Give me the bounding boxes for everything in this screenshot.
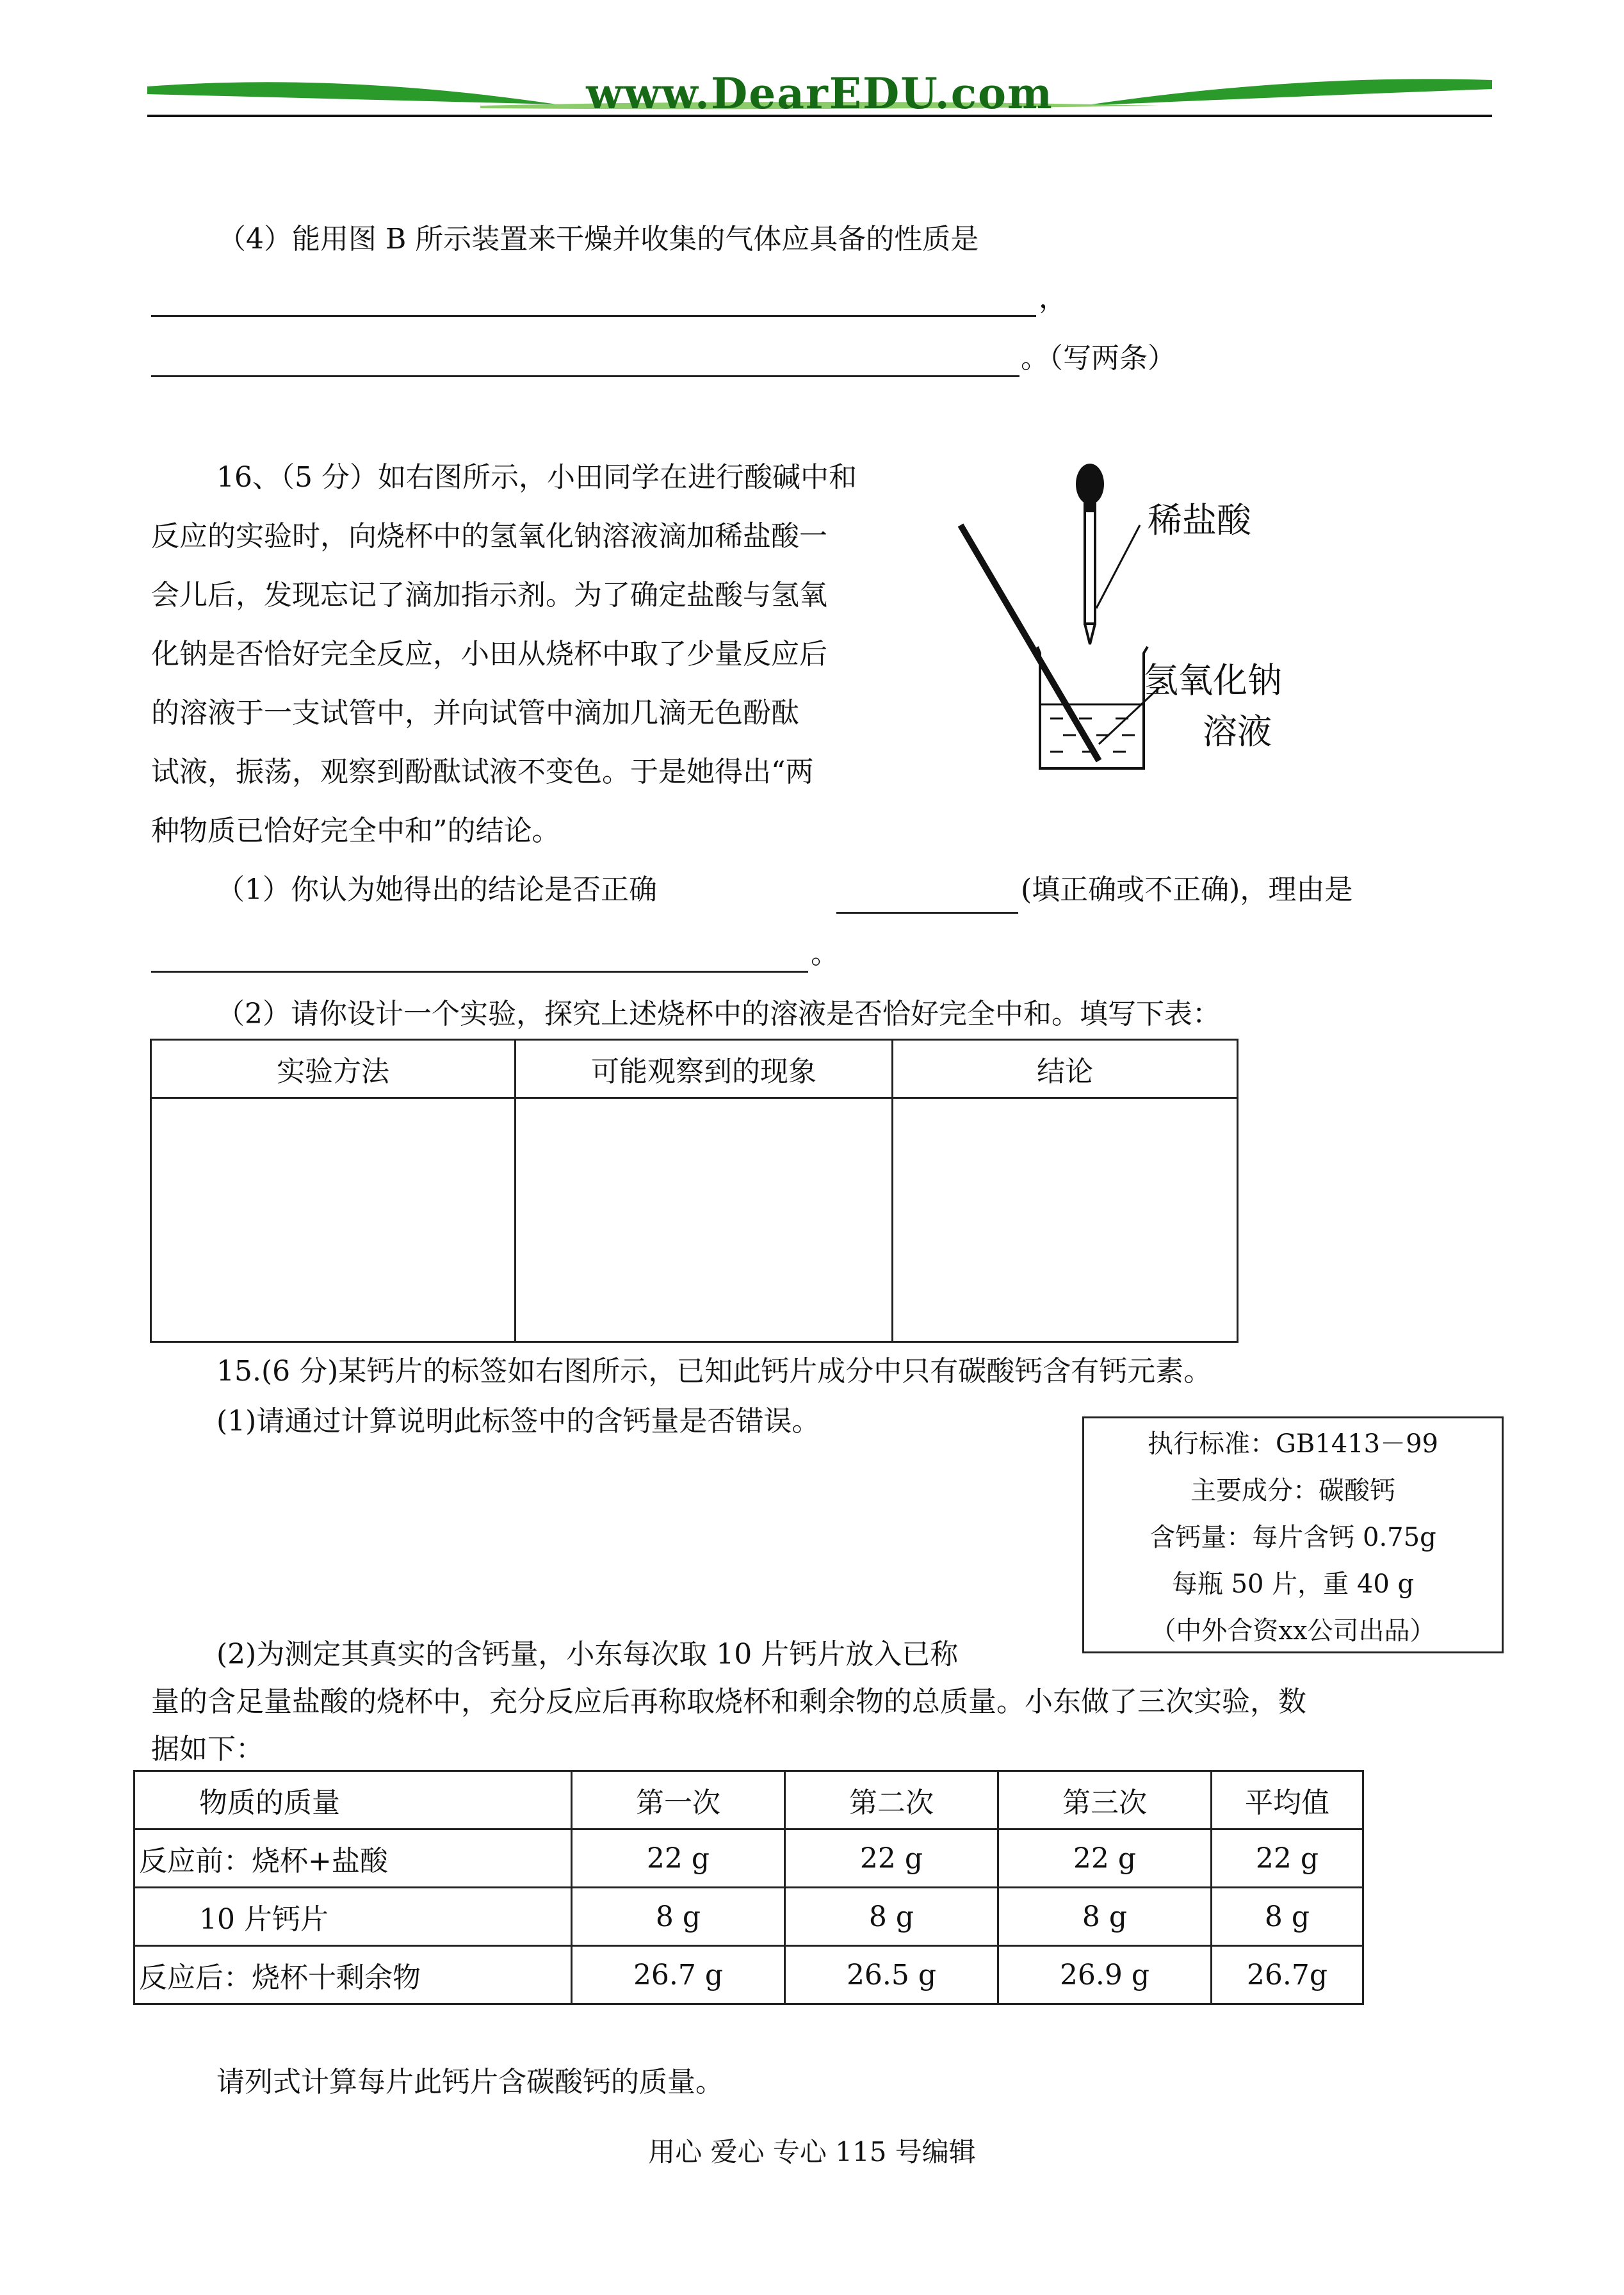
label-standard: 执行标准：GB1413－99: [1147, 1429, 1439, 1459]
q16-part1-hint: (填正确或不正确)，理由是: [1021, 873, 1353, 906]
table-row: [134, 1888, 1363, 1946]
data-cell: 8 g: [1212, 1888, 1363, 1946]
table-row: [134, 1829, 1363, 1888]
q15-final-prompt: 请列式计算每片此钙片含碳酸钙的质量。: [216, 2066, 724, 2098]
q4-line2-end: 。（写两条）: [1021, 342, 1176, 375]
dropper-bulb-icon: [1076, 464, 1104, 505]
q16-line-4: 化钠是否恰好完全反应，小田从烧杯中取了少量反应后: [151, 638, 827, 670]
calcium-tablet-label: [1082, 1416, 1504, 1653]
q15-part1: (1)请通过计算说明此标签中的含钙量是否错误。: [216, 1405, 820, 1438]
answer-cell-method[interactable]: [151, 1098, 516, 1342]
q15-part2-line-2: 量的含足量盐酸的烧杯中，充分反应后再称取烧杯和剩余物的总质量。小东做了三次实验，数: [151, 1685, 1306, 1718]
data-cell: 22 g: [998, 1829, 1212, 1888]
experiment-design-table: [150, 1039, 1238, 1343]
q16-line-6: 试液，振荡，观察到酚酞试液不变色。于是她得出“两: [151, 756, 814, 788]
base-label-line-1: 氢氧化钠: [1144, 660, 1282, 701]
site-logo-text: www.DearEDU.com: [586, 69, 1053, 118]
q16-part2-prompt: （2）请你设计一个实验，探究上述烧杯中的溶液是否恰好完全中和。填写下表：: [216, 998, 1221, 1030]
page-header: [147, 61, 1492, 131]
data-cell: 26.9 g: [998, 1946, 1212, 2004]
header-cell: 第三次: [998, 1771, 1212, 1829]
table-row: [134, 1771, 1363, 1829]
q16-line-2: 反应的实验时，向烧杯中的氢氧化钠溶液滴加稀盐酸一: [151, 520, 827, 553]
header-cell: 平均值: [1212, 1771, 1363, 1829]
q16-line-5: 的溶液于一支试管中，并向试管中滴加几滴无色酚酞: [151, 697, 799, 729]
row-label: 反应后：烧杯十剩余物: [134, 1946, 572, 2004]
q16-part1-prompt: （1）你认为她得出的结论是否正确: [216, 873, 657, 906]
label-bottle-info: 每瓶 50 片，重 40 g: [1171, 1569, 1415, 1599]
row-label: 反应前：烧杯+盐酸: [134, 1829, 572, 1888]
q4-answer-line-2: [151, 375, 1019, 377]
header-cell: 第二次: [785, 1771, 998, 1829]
row-label: 10 片钙片: [134, 1888, 572, 1946]
q4-line1-end: ，: [1039, 282, 1067, 314]
q16-part1-blank-1: [836, 912, 1018, 914]
label-manufacturer: （中外合资xx公司出品）: [1150, 1616, 1436, 1646]
q16-line-3: 会儿后，发现忘记了滴加指示剂。为了确定盐酸与氢氧: [151, 579, 827, 612]
data-cell: 8 g: [572, 1888, 785, 1946]
base-label-line-2: 溶液: [1203, 711, 1272, 752]
q16-line-1: 16、（5 分）如右图所示，小田同学在进行酸碱中和: [216, 461, 857, 494]
data-cell: 26.5 g: [785, 1946, 998, 2004]
q15-part2-line-1: (2)为测定其真实的含钙量，小东每次取 10 片钙片放入已称: [216, 1638, 959, 1671]
data-cell: 26.7g: [1212, 1946, 1363, 2004]
data-cell: 22 g: [1212, 1829, 1363, 1888]
label-calcium-content: 含钙量：每片含钙 0.75g: [1149, 1523, 1436, 1552]
glass-rod-icon: [961, 525, 1099, 761]
page-footer: 用心 爱心 专心 115 号编辑: [648, 2136, 976, 2168]
header-cell: 物质的质量: [134, 1771, 572, 1829]
table-row: [134, 1946, 1363, 2004]
table-header-observation: 可能观察到的现象: [516, 1040, 893, 1098]
data-cell: 8 g: [998, 1888, 1212, 1946]
dropper-tube-icon: [1085, 511, 1095, 624]
q15-intro: 15.(6 分)某钙片的标签如右图所示，已知此钙片成分中只有碳酸钙含有钙元素。: [216, 1355, 1212, 1388]
data-cell: 22 g: [572, 1829, 785, 1888]
data-cell: 22 g: [785, 1829, 998, 1888]
label-ingredient: 主要成分：碳酸钙: [1190, 1476, 1395, 1505]
mass-data-table: [133, 1770, 1364, 2005]
q15-part2-line-3: 据如下：: [151, 1733, 264, 1765]
table-header-conclusion: 结论: [893, 1040, 1238, 1098]
data-cell: 8 g: [785, 1888, 998, 1946]
data-cell: 26.7 g: [572, 1946, 785, 2004]
q16-part1-end: 。: [811, 937, 839, 970]
q4-text: （4）能用图 B 所示装置来干燥并收集的气体应具备的性质是: [218, 223, 979, 255]
answer-cell-observation[interactable]: [516, 1098, 893, 1342]
answer-cell-conclusion[interactable]: [893, 1098, 1238, 1342]
header-cell: 第一次: [572, 1771, 785, 1829]
q16-part1-blank-2: [151, 971, 808, 973]
q16-line-7: 种物质已恰好完全中和”的结论。: [151, 815, 560, 847]
table-header-method: 实验方法: [151, 1040, 516, 1098]
acid-label: 稀盐酸: [1148, 500, 1251, 540]
q4-answer-line-1: [151, 315, 1036, 317]
